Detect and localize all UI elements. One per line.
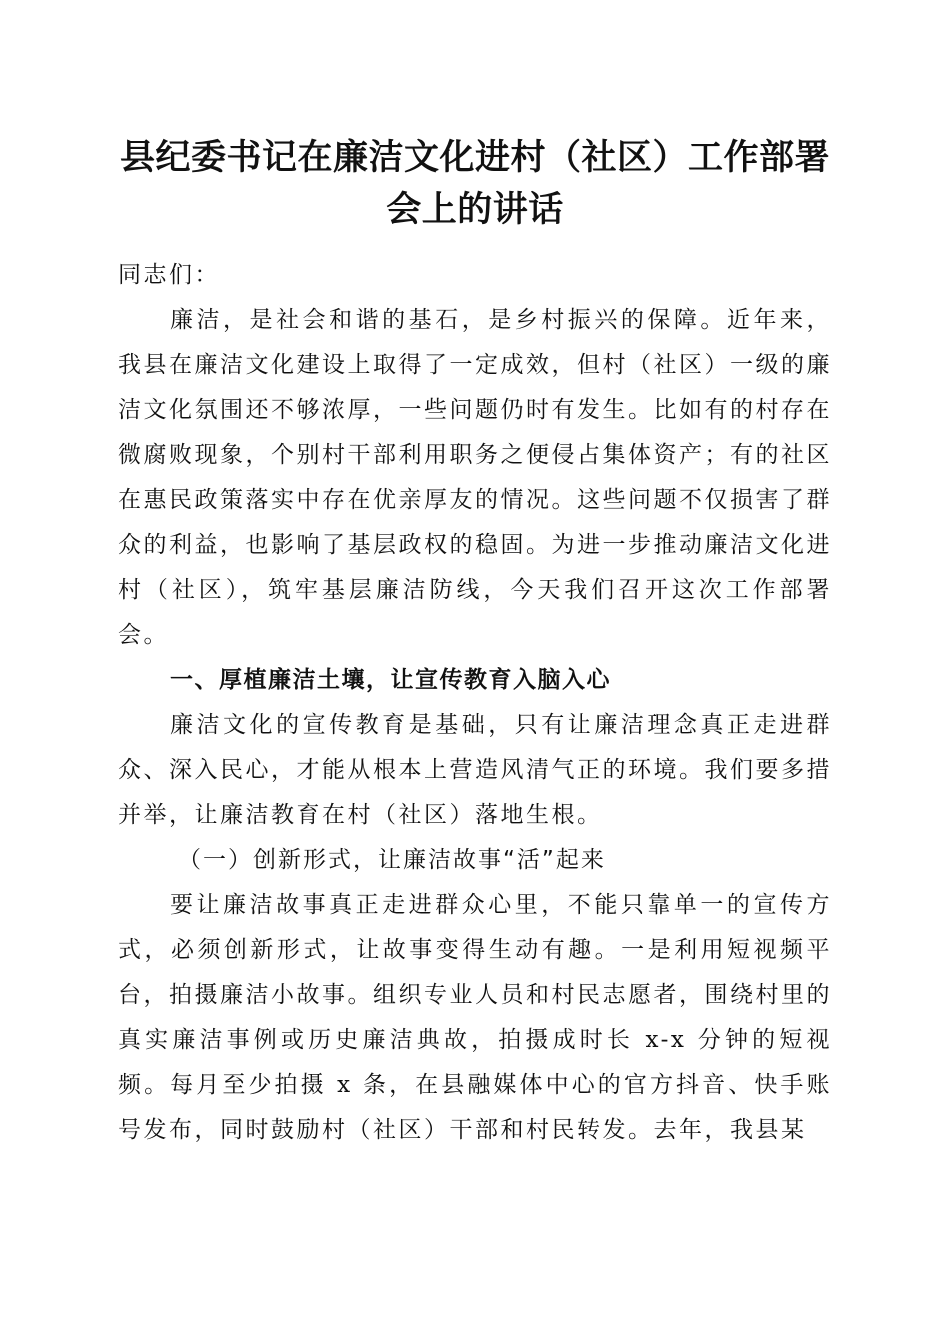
salutation: 同志们： [118, 262, 220, 288]
subsection-heading-1: （一）创新形式，让廉洁故事“活”起来 [178, 847, 606, 873]
section-heading-1: 一、厚植廉洁土壤，让宣传教育入脑入心 [170, 667, 611, 693]
document-body [118, 253, 832, 1153]
document-title [100, 132, 850, 236]
paragraph-subsection-1: 要让廉洁故事真正走进群众心里，不能只靠单一的宣传方式，必须创新形式，让故事变得生动有趣。一是利用短视频平台，拍摄廉洁小故事。组织专业人员和村民志愿者，围绕村里的真实廉洁事例或历史廉洁典故，拍摄成时长 x-x 分钟的短视频。每月至少拍摄 x 条，在县融媒体中心的官方抖音、快手账号发布，同时鼓励村（社区）干部和村民转发。去年，我县某 [118, 892, 832, 1143]
title-line-2: 会上的讲话 [386, 189, 564, 230]
title-line-1: 县纪委书记在廉洁文化进村（社区）工作部署 [119, 137, 830, 178]
paragraph-intro: 廉洁，是社会和谐的基石，是乡村振兴的保障。近年来，我县在廉洁文化建设上取得了一定成效，但村（社区）一级的廉洁文化氛围还不够浓厚，一些问题仍时有发生。比如有的村存在微腐败现象，个别村干部利用职务之便侵占集体资产；有的社区在惠民政策落实中存在优亲厚友的情况。这些问题不仅损害了群众的利益，也影响了基层政权的稳固。为进一步推动廉洁文化进村（社区），筑牢基层廉洁防线，今天我们召开这次工作部署会。 [118, 307, 832, 648]
paragraph-section-1: 廉洁文化的宣传教育是基础，只有让廉洁理念真正走进群众、深入民心，才能从根本上营造风清气正的环境。我们要多措并举，让廉洁教育在村（社区）落地生根。 [118, 712, 832, 828]
